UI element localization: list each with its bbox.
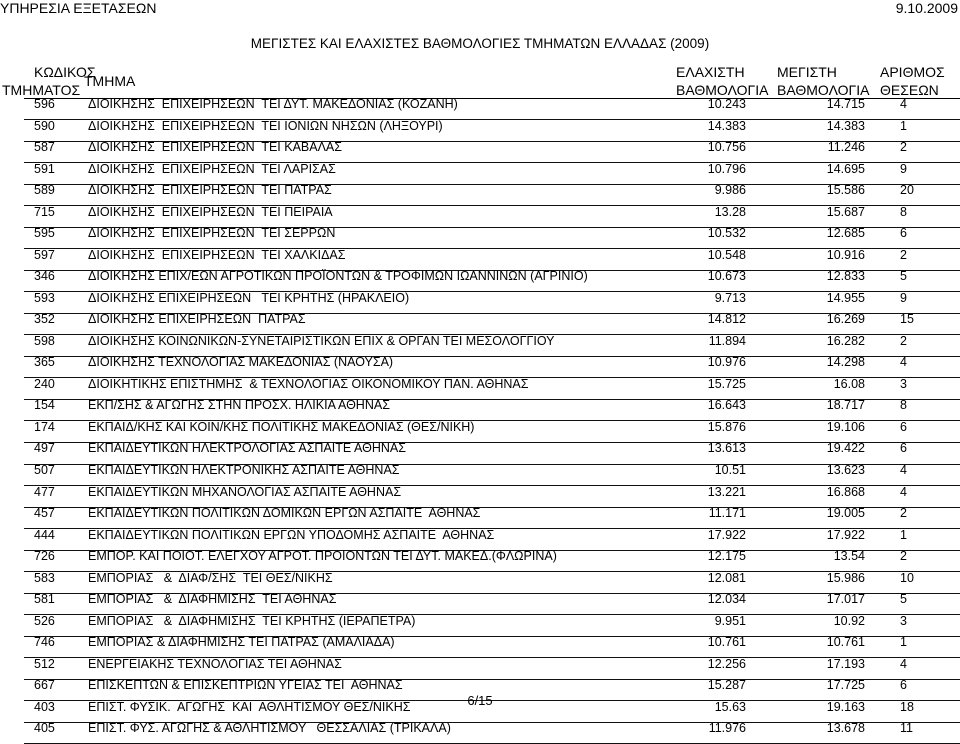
cell-max-score: 11.246 bbox=[827, 140, 865, 155]
cell-max-score: 17.922 bbox=[826, 527, 865, 542]
cell-max-score: 14.715 bbox=[826, 97, 865, 111]
cell-code: 507 bbox=[34, 463, 55, 477]
table-row bbox=[0, 119, 960, 140]
table-row bbox=[0, 635, 960, 656]
cell-code: 595 bbox=[34, 226, 55, 241]
cell-max-score: 14.298 bbox=[826, 355, 865, 370]
cell-department: ΔΙΟΙΚΗΣΗΣ ΕΠΙΧΕΙΡΗΣΕΩΝ ΤΕΙ ΚΡΗΤΗΣ (ΗΡΑΚΛΕΙΟ) bbox=[88, 290, 410, 305]
cell-department: ΕΝΕΡΓΕΙΑΚΗΣ ΤΕΧΝΟΛΟΓΙΑΣ ΤΕΙ ΑΘΗΝΑΣ bbox=[88, 656, 342, 671]
cell-max-score: 12.833 bbox=[826, 269, 865, 284]
cell-code: 598 bbox=[34, 333, 55, 348]
cell-code: 597 bbox=[34, 247, 55, 262]
cell-min-score: 11.976 bbox=[708, 721, 746, 736]
cell-code: 365 bbox=[34, 355, 55, 370]
table-row bbox=[0, 485, 960, 506]
cell-max-score: 17.017 bbox=[826, 592, 865, 607]
cell-max-score: 13.678 bbox=[826, 721, 865, 736]
cell-code: 154 bbox=[34, 398, 55, 413]
cell-department: ΔΙΟΙΚΗΣΗΣ ΕΠΙΧΕΙΡΗΣΕΩΝ ΤΕΙ ΛΑΡΙΣΑΣ bbox=[88, 161, 336, 176]
table-row bbox=[0, 377, 960, 398]
cell-department: ΕΚΠΑΙΔ/ΚΗΣ ΚΑΙ ΚΟΙΝ/ΚΗΣ ΠΟΛΙΤΙΚΗΣ ΜΑΚΕΔΟΝΙΑΣ (ΘΕΣ/ΝΙΚΗ) bbox=[88, 419, 475, 434]
table-row bbox=[0, 226, 960, 247]
cell-max-score: 15.687 bbox=[826, 204, 865, 219]
cell-min-score: 17.922 bbox=[707, 527, 746, 542]
cell-seats: 2 bbox=[900, 140, 907, 155]
cell-min-score: 12.081 bbox=[707, 570, 746, 585]
cell-seats: 15 bbox=[900, 312, 914, 327]
table-row bbox=[0, 162, 960, 183]
cell-code: 526 bbox=[34, 613, 55, 628]
cell-code: 581 bbox=[34, 592, 55, 607]
cell-max-score: 14.955 bbox=[826, 290, 865, 305]
cell-department: ΕΚΠΑΙΔΕΥΤΙΚΩΝ ΗΛΕΚΤΡΟΛΟΓΙΑΣ ΑΣΠΑΙΤΕ ΑΘΗΝΑΣ bbox=[88, 441, 406, 456]
cell-code: 512 bbox=[34, 656, 55, 671]
cell-seats: 6 bbox=[900, 419, 907, 434]
cell-department: ΔΙΟΙΚΗΣΗΣ ΕΠΙΧΕΙΡΗΣΕΩΝ ΤΕΙ ΧΑΛΚΙΔΑΣ bbox=[88, 247, 346, 262]
cell-seats: 2 bbox=[900, 247, 907, 262]
table-row bbox=[0, 721, 960, 742]
cell-seats: 20 bbox=[900, 183, 914, 198]
cell-department: ΔΙΟΙΚΗΣΗΣ ΕΠΙΧΕΙΡΗΣΕΩΝ ΤΕΙ ΠΕΙΡΑΙΑ bbox=[88, 204, 333, 219]
table-row bbox=[0, 420, 960, 441]
page-title: ΜΕΓΙΣΤΕΣ ΚΑΙ ΕΛΑΧΙΣΤΕΣ ΒΑΘΜΟΛΟΓΙΕΣ ΤΜΗΜΑΤΩΝ ΕΛΛΑΔΑΣ (2009) bbox=[250, 36, 710, 51]
cell-seats: 4 bbox=[900, 484, 907, 499]
table-row bbox=[0, 334, 960, 355]
table-row bbox=[0, 657, 960, 678]
cell-department: ΔΙΟΙΚΗΣΗΣ ΚΟΙΝΩΝΙΚΩΝ-ΣΥΝΕΤΑΙΡΙΣΤΙΚΩΝ ΕΠΙΧ & ΟΡΓΑΝ ΤΕΙ ΜΕΣΟΛΟΓΓΙΟΥ bbox=[88, 333, 555, 348]
cell-seats: 2 bbox=[900, 506, 907, 521]
cell-max-score: 10.92 bbox=[833, 613, 865, 628]
cell-min-score: 10.796 bbox=[707, 161, 746, 176]
cell-min-score: 12.175 bbox=[707, 549, 746, 564]
cell-code: 174 bbox=[34, 419, 55, 434]
table-row bbox=[0, 291, 960, 312]
cell-seats: 3 bbox=[900, 376, 907, 391]
cell-seats: 10 bbox=[900, 570, 914, 585]
cell-code: 477 bbox=[34, 484, 55, 499]
cell-max-score: 16.282 bbox=[826, 333, 865, 348]
cell-min-score: 15.876 bbox=[707, 419, 746, 434]
cell-max-score: 16.868 bbox=[826, 484, 865, 499]
cell-seats: 2 bbox=[900, 549, 907, 564]
cell-min-score: 15.63 bbox=[714, 699, 746, 714]
table-row bbox=[0, 571, 960, 592]
table-row bbox=[0, 506, 960, 527]
cell-min-score: 11.171 bbox=[708, 506, 746, 521]
cell-min-score: 9.713 bbox=[714, 290, 746, 305]
cell-min-score: 10.243 bbox=[707, 97, 746, 111]
cell-seats: 8 bbox=[900, 398, 907, 413]
cell-min-score: 12.034 bbox=[707, 592, 746, 607]
col-max-header: ΜΕΓΙΣΤΗ ΒΑΘΜΟΛΟΓΙΑ bbox=[777, 64, 870, 98]
table-row bbox=[0, 592, 960, 613]
cell-code: 405 bbox=[34, 721, 55, 736]
page-number: 6/15 bbox=[467, 693, 493, 708]
cell-seats: 2 bbox=[900, 333, 907, 348]
cell-min-score: 13.613 bbox=[707, 441, 746, 456]
cell-department: ΔΙΟΙΚΗΣΗΣ ΤΕΧΝΟΛΟΓΙΑΣ ΜΑΚΕΔΟΝΙΑΣ (ΝΑΟΥΣΑ) bbox=[88, 355, 394, 370]
cell-max-score: 17.725 bbox=[826, 678, 865, 693]
cell-code: 590 bbox=[34, 118, 55, 133]
cell-seats: 6 bbox=[900, 226, 907, 241]
table-row bbox=[0, 183, 960, 204]
cell-department: ΕΜΠΟΡ. ΚΑΙ ΠΟΙΟΤ. ΕΛΕΓΧΟΥ ΑΓΡΟΤ. ΠΡΟΙΟΝΤΩΝ ΤΕΙ ΔΥΤ. ΜΑΚΕΔ.(ΦΛΩΡΙΝΑ) bbox=[88, 549, 557, 564]
cell-min-score: 12.256 bbox=[707, 656, 746, 671]
table-row bbox=[0, 205, 960, 226]
cell-seats: 4 bbox=[900, 355, 907, 370]
cell-seats: 6 bbox=[900, 678, 907, 693]
cell-max-score: 12.685 bbox=[826, 226, 865, 241]
cell-code: 596 bbox=[34, 97, 55, 111]
cell-code: 240 bbox=[34, 376, 55, 391]
table-row bbox=[0, 269, 960, 290]
cell-department: ΕΜΠΟΡΙΑΣ & ΔΙΑΦΗΜΙΣΗΣ ΤΕΙ ΠΑΤΡΑΣ (ΑΜΑΛΙΑΔΑ) bbox=[88, 635, 395, 650]
table-row bbox=[0, 614, 960, 635]
table-row bbox=[0, 528, 960, 549]
cell-min-score: 15.725 bbox=[707, 376, 746, 391]
cell-max-score: 15.986 bbox=[826, 570, 865, 585]
document-date: 9.10.2009 bbox=[895, 0, 958, 16]
cell-min-score: 14.383 bbox=[707, 118, 746, 133]
col-dept-header: ΤΜΗΜΑ bbox=[84, 73, 136, 89]
cell-department: ΔΙΟΙΚΗΣΗΣ ΕΠΙΧΕΙΡΗΣΕΩΝ ΤΕΙ ΙΟΝΙΩΝ ΝΗΣΩΝ (ΛΗΞΟΥΡΙ) bbox=[88, 118, 443, 133]
cell-seats: 1 bbox=[900, 635, 907, 650]
cell-code: 444 bbox=[34, 527, 55, 542]
cell-seats: 9 bbox=[900, 290, 907, 305]
cell-max-score: 14.383 bbox=[826, 118, 865, 133]
cell-min-score: 10.51 bbox=[714, 463, 746, 477]
table-row bbox=[0, 549, 960, 570]
cell-min-score: 10.532 bbox=[707, 226, 746, 241]
cell-min-score: 13.28 bbox=[714, 204, 746, 219]
cell-min-score: 10.976 bbox=[707, 355, 746, 370]
table-row bbox=[0, 97, 960, 118]
cell-code: 403 bbox=[34, 699, 55, 714]
cell-code: 746 bbox=[34, 635, 55, 650]
cell-max-score: 13.54 bbox=[833, 549, 865, 564]
cell-code: 346 bbox=[34, 269, 55, 284]
cell-seats: 8 bbox=[900, 204, 907, 219]
cell-code: 587 bbox=[34, 140, 55, 155]
cell-department: ΔΙΟΙΚΗΣΗΣ ΕΠΙΧ/ΕΩΝ ΑΓΡΟΤΙΚΩΝ ΠΡΟΪΟΝΤΩΝ & ΤΡΟΦΙΜΩΝ ΙΩΑΝΝΙΝΩΝ (ΑΓΡΙΝΙΟ) bbox=[88, 269, 588, 284]
cell-seats: 5 bbox=[900, 592, 907, 607]
cell-min-score: 10.673 bbox=[707, 269, 746, 284]
cell-department: ΔΙΟΙΚΗΣΗΣ ΕΠΙΧΕΙΡΗΣΕΩΝ ΠΑΤΡΑΣ bbox=[88, 312, 306, 327]
cell-seats: 11 bbox=[900, 721, 913, 736]
cell-max-score: 10.761 bbox=[826, 635, 865, 650]
cell-code: 352 bbox=[34, 312, 55, 327]
cell-max-score: 17.193 bbox=[826, 656, 865, 671]
cell-code: 589 bbox=[34, 183, 55, 198]
cell-max-score: 16.269 bbox=[826, 312, 865, 327]
cell-department: ΔΙΟΙΚΗΣΗΣ ΕΠΙΧΕΙΡΗΣΕΩΝ ΤΕΙ ΔΥΤ. ΜΑΚΕΔΟΝΙΑΣ (ΚΟΖΑΝΗ) bbox=[88, 97, 458, 111]
cell-seats: 3 bbox=[900, 613, 907, 628]
cell-department: ΕΠΙΣΤ. ΦΥΣ. ΑΓΩΓΗΣ & ΑΘΛΗΤΙΣΜΟΥ ΘΕΣΣΑΛΙΑΣ (ΤΡΙΚΑΛΑ) bbox=[88, 721, 451, 736]
cell-min-score: 10.756 bbox=[707, 140, 746, 155]
table-row bbox=[0, 312, 960, 333]
cell-department: ΔΙΟΙΚΗΤΙΚΗΣ ΕΠΙΣΤΗΜΗΣ & ΤΕΧΝΟΛΟΓΙΑΣ ΟΙΚΟΝΟΜΙΚΟΥ ΠΑΝ. ΑΘΗΝΑΣ bbox=[88, 376, 529, 391]
cell-max-score: 19.005 bbox=[826, 506, 865, 521]
cell-min-score: 15.287 bbox=[707, 678, 746, 693]
table-row bbox=[0, 463, 960, 484]
cell-seats: 5 bbox=[900, 269, 907, 284]
cell-max-score: 19.163 bbox=[826, 699, 865, 714]
cell-department: ΕΠΙΣΤ. ΦΥΣΙΚ. ΑΓΩΓΗΣ ΚΑΙ ΑΘΛΗΤΙΣΜΟΥ ΘΕΣ/ΝΙΚΗΣ bbox=[88, 699, 411, 714]
cell-department: ΕΚΠΑΙΔΕΥΤΙΚΩΝ ΜΗΧΑΝΟΛΟΓΙΑΣ ΑΣΠΑΙΤΕ ΑΘΗΝΑΣ bbox=[88, 484, 402, 499]
col-code-header: ΚΩΔΙΚΟΣ ΤΜΗΜΑΤΟΣ bbox=[2, 64, 96, 98]
table-row bbox=[0, 140, 960, 161]
cell-department: ΕΚΠΑΙΔΕΥΤΙΚΩΝ ΗΛΕΚΤΡΟΝΙΚΗΣ ΑΣΠΑΙΤΕ ΑΘΗΝΑΣ bbox=[88, 463, 400, 477]
cell-seats: 1 bbox=[900, 527, 907, 542]
cell-department: ΔΙΟΙΚΗΣΗΣ ΕΠΙΧΕΙΡΗΣΕΩΝ ΤΕΙ ΚΑΒΑΛΑΣ bbox=[88, 140, 342, 155]
cell-min-score: 16.643 bbox=[707, 398, 746, 413]
service-name: ΥΠΗΡΕΣΙΑ ΕΞΕΤΑΣΕΩΝ bbox=[0, 0, 157, 16]
cell-min-score: 9.986 bbox=[714, 183, 746, 198]
cell-min-score: 13.221 bbox=[707, 484, 746, 499]
table-row bbox=[0, 355, 960, 376]
cell-seats: 4 bbox=[900, 97, 907, 111]
cell-department: ΕΜΠΟΡΙΑΣ & ΔΙΑΦΗΜΙΣΗΣ ΤΕΙ ΑΘΗΝΑΣ bbox=[88, 592, 337, 607]
cell-department: ΕΚΠΑΙΔΕΥΤΙΚΩΝ ΠΟΛΙΤΙΚΩΝ ΕΡΓΩΝ ΥΠΟΔΟΜΗΣ ΑΣΠΑΙΤΕ ΑΘΗΝΑΣ bbox=[88, 527, 495, 542]
cell-code: 591 bbox=[34, 161, 55, 176]
cell-seats: 4 bbox=[900, 656, 907, 671]
cell-code: 457 bbox=[34, 506, 55, 521]
col-seats-header: ΑΡΙΘΜΟΣ ΘΕΣΕΩΝ bbox=[880, 64, 945, 98]
cell-department: ΔΙΟΙΚΗΣΗΣ ΕΠΙΧΕΙΡΗΣΕΩΝ ΤΕΙ ΠΑΤΡΑΣ bbox=[88, 183, 332, 198]
cell-seats: 18 bbox=[900, 699, 914, 714]
cell-department: ΕΚΠΑΙΔΕΥΤΙΚΩΝ ΠΟΛΙΤΙΚΩΝ ΔΟΜΙΚΩΝ ΕΡΓΩΝ ΑΣΠΑΙΤΕ ΑΘΗΝΑΣ bbox=[88, 506, 481, 521]
cell-max-score: 13.623 bbox=[826, 463, 865, 477]
cell-max-score: 19.422 bbox=[826, 441, 865, 456]
cell-seats: 4 bbox=[900, 463, 907, 477]
cell-seats: 1 bbox=[900, 118, 907, 133]
cell-max-score: 15.586 bbox=[826, 183, 865, 198]
cell-code: 715 bbox=[34, 204, 55, 219]
cell-seats: 9 bbox=[900, 161, 907, 176]
cell-min-score: 11.894 bbox=[708, 333, 746, 348]
table-row bbox=[0, 398, 960, 419]
cell-min-score: 10.548 bbox=[707, 247, 746, 262]
cell-code: 583 bbox=[34, 570, 55, 585]
cell-max-score: 10.916 bbox=[826, 247, 865, 262]
cell-code: 667 bbox=[34, 678, 55, 693]
cell-department: ΕΚΠ/ΣΗΣ & ΑΓΩΓΗΣ ΣΤΗΝ ΠΡΟΣΧ. ΗΛΙΚΙΑ ΑΘΗΝΑΣ bbox=[88, 398, 390, 413]
cell-code: 726 bbox=[34, 549, 55, 564]
cell-max-score: 18.717 bbox=[826, 398, 865, 413]
cell-max-score: 14.695 bbox=[826, 161, 865, 176]
cell-min-score: 9.951 bbox=[714, 613, 746, 628]
cell-code: 497 bbox=[34, 441, 55, 456]
cell-code: 593 bbox=[34, 290, 55, 305]
cell-department: ΔΙΟΙΚΗΣΗΣ ΕΠΙΧΕΙΡΗΣΕΩΝ ΤΕΙ ΣΕΡΡΩΝ bbox=[88, 226, 336, 241]
cell-seats: 6 bbox=[900, 441, 907, 456]
cell-department: ΕΠΙΣΚΕΠΤΩΝ & ΕΠΙΣΚΕΠΤΡΙΩΝ ΥΓΕΙΑΣ ΤΕΙ ΑΘΗΝΑΣ bbox=[88, 678, 403, 693]
col-min-header: ΕΛΑΧΙΣΤΗ ΒΑΘΜΟΛΟΓΙΑ bbox=[676, 64, 769, 98]
cell-max-score: 19.106 bbox=[826, 419, 865, 434]
table-row bbox=[0, 441, 960, 462]
cell-department: ΕΜΠΟΡΙΑΣ & ΔΙΑΦΗΜΙΣΗΣ ΤΕΙ ΚΡΗΤΗΣ (ΙΕΡΑΠΕΤΡΑ) bbox=[88, 613, 416, 628]
cell-min-score: 10.761 bbox=[707, 635, 746, 650]
table-row bbox=[0, 248, 960, 269]
cell-min-score: 14.812 bbox=[707, 312, 746, 327]
cell-department: ΕΜΠΟΡΙΑΣ & ΔΙΑΦ/ΣΗΣ ΤΕΙ ΘΕΣ/ΝΙΚΗΣ bbox=[88, 570, 333, 585]
cell-max-score: 16.08 bbox=[833, 376, 865, 391]
